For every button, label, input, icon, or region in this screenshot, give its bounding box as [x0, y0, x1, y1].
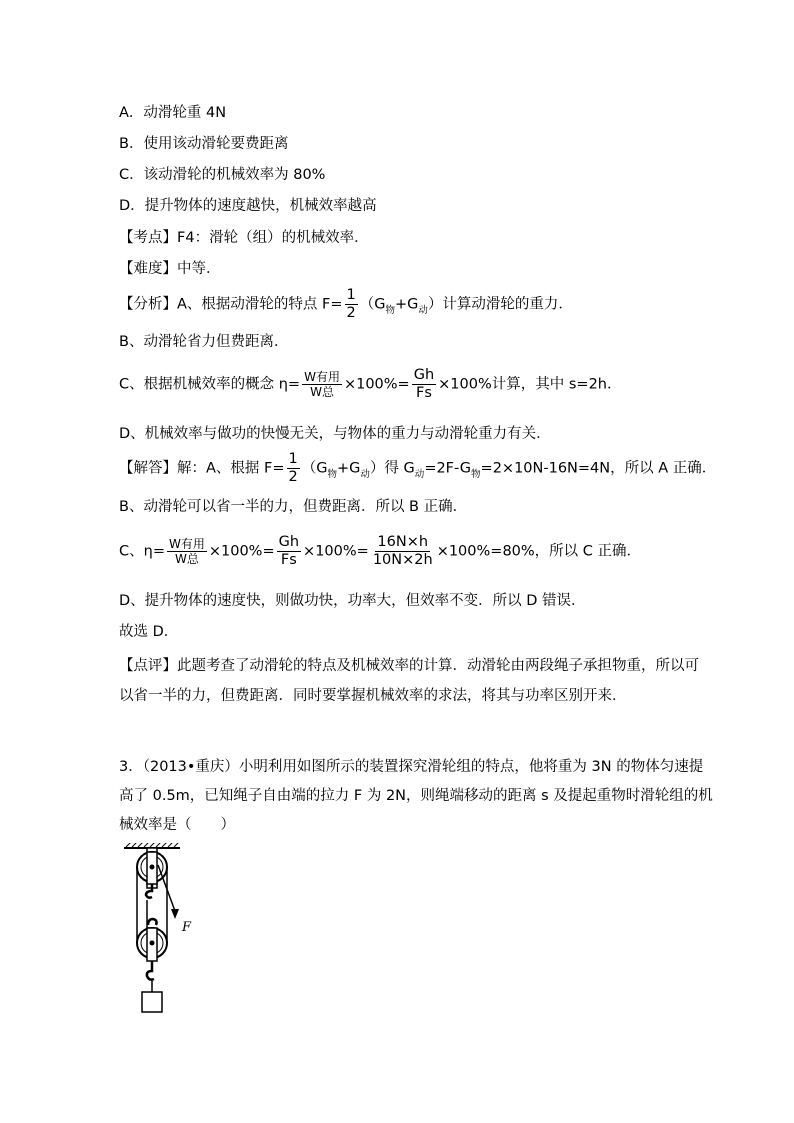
subscript: 动 [414, 468, 425, 480]
text: ×100%= [303, 543, 369, 560]
fenxi-line-c [119, 367, 622, 402]
fenxi-line-d: D、机械效率与做功的快慢无关，与物体的重力与动滑轮重力有关． [119, 426, 551, 442]
frac-den: 2 [288, 469, 298, 485]
jieda-line-c [119, 534, 641, 569]
text: C、η= [119, 543, 165, 560]
fraction-efficiency [167, 537, 207, 566]
text: （G [359, 296, 386, 313]
frac-den: Fs [415, 385, 432, 401]
frac-num: 1 [346, 287, 356, 303]
text: 【解答】解：A、根据 F= [119, 460, 285, 477]
fraction-gh-fs [277, 534, 301, 569]
frac-num: 16N×h [377, 534, 429, 550]
text: ×100%=80%，所以 C 正确． [436, 543, 642, 560]
jieda-line-a [119, 451, 716, 486]
text: ×100%= [343, 376, 410, 393]
option-c: C．该动滑轮的机械效率为 80% [119, 167, 326, 183]
kaodian-line: 【考点】F4：滑轮（组）的机械效率． [119, 230, 369, 246]
fraction-half [287, 451, 300, 486]
weight-block [142, 979, 162, 1012]
subscript: 动 [360, 468, 370, 480]
jieda-choose: 故选 D． [119, 624, 179, 640]
option-b: B．使用该动滑轮要费距离 [119, 136, 289, 152]
frac-num: Gh [413, 367, 435, 383]
subscript: 动 [418, 304, 428, 316]
text: C、根据机械效率的概念 η= [119, 376, 301, 393]
jieda-line-d: D、提升物体的速度快，则做功快，功率大，但效率不变．所以 D 错误． [119, 593, 586, 609]
dianping-line-2: 以省一半的力，但费距离．同时要掌握机械效率的求法，将其与功率区别开来． [119, 688, 627, 704]
fraction-half [345, 287, 358, 322]
frac-den: W总 [310, 385, 334, 399]
text: ）计算动滑轮的重力． [427, 296, 573, 313]
fraction-numeric [371, 534, 435, 569]
dianping-line-1: 【点评】此题考查了动滑轮的特点及机械效率的计算．动滑轮由两段绳子承担物重，所以可 [119, 658, 699, 674]
frac-den: Fs [280, 552, 297, 568]
jieda-line-b: B、动滑轮可以省一半的力，但费距离．所以 B 正确． [119, 499, 468, 515]
pulley-system-figure [118, 843, 208, 1015]
frac-num: W有用 [168, 537, 205, 551]
frac-den: 2 [346, 305, 356, 321]
frac-num: 1 [288, 451, 298, 467]
frac-num: W有用 [304, 370, 340, 384]
frac-den: W总 [174, 552, 199, 566]
text: =2×10N-16N=4N，所以 A 正确． [480, 460, 717, 477]
text: ×100%= [208, 543, 275, 560]
text: ×100%计算，其中 s=2h． [438, 376, 622, 393]
text: （G [301, 460, 328, 477]
subscript: 物 [327, 468, 338, 480]
option-a: A．动滑轮重 4N [119, 105, 227, 121]
fenxi-prefix: 【分析】A、根据动滑轮的特点 F= [119, 296, 343, 313]
option-d: D．提升物体的速度越快，机械效率越高 [119, 198, 377, 214]
text: +G [395, 296, 419, 313]
force-arrow [171, 909, 192, 935]
text: =2F-G [424, 460, 472, 477]
text: +G [337, 460, 361, 477]
force-label: F [182, 920, 192, 935]
question-3-line-2: 高了 0.5m，已知绳子自由端的拉力 F 为 2N，则绳端移动的距离 s 及提起重物时滑轮组的机 [119, 788, 713, 804]
question-3-line-1: 3．（2013•重庆）小明利用如图所示的装置探究滑轮组的特点，他将重为 3N 的物体匀速提 [119, 759, 704, 775]
nandu-line: 【难度】中等． [119, 261, 221, 277]
movable-pulley [137, 919, 167, 980]
frac-num: Gh [278, 534, 300, 550]
fenxi-line-a [119, 287, 573, 322]
subscript: 物 [471, 468, 481, 480]
question-3-line-3: 械效率是（ ） [119, 817, 235, 833]
fraction-gh-fs [412, 367, 436, 402]
fraction-efficiency [302, 370, 342, 399]
subscript: 物 [385, 304, 396, 316]
frac-den: 10N×2h [372, 552, 433, 568]
fixed-pulley [137, 848, 167, 898]
text: ）得 G [369, 460, 415, 477]
fenxi-line-b: B、动滑轮省力但费距离． [119, 334, 289, 350]
